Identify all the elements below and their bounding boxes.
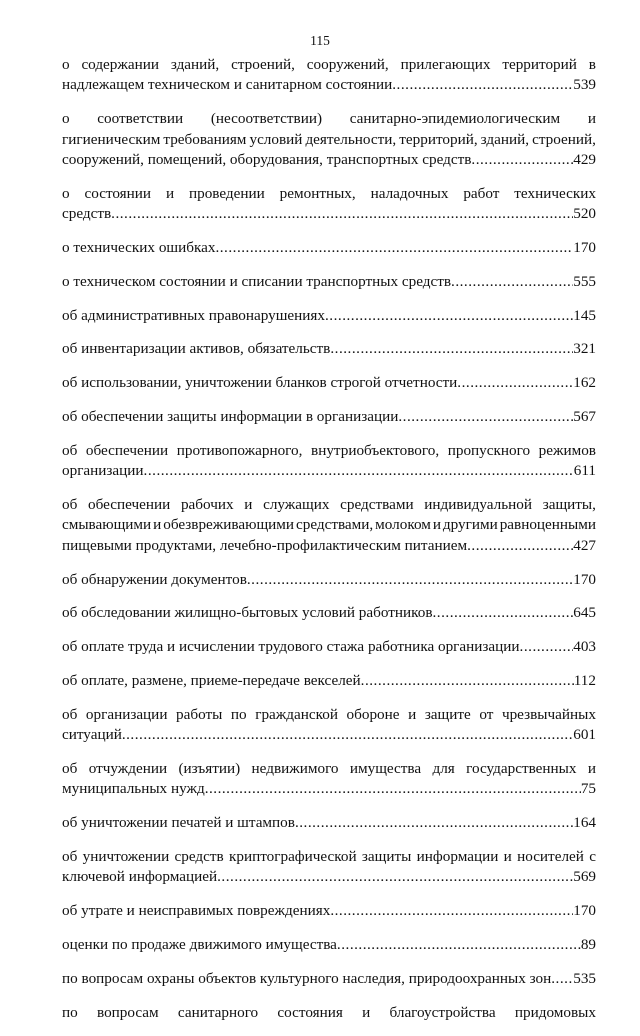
dot-leader [392,75,573,95]
entry-line [62,867,596,887]
entry-page-number: 645 [573,604,596,622]
dot-leader [111,204,573,224]
entry-page-number: 170 [573,570,596,588]
page-number: 115 [310,33,330,48]
entry-line: об обеспечении противопожарного, внутриобъектового, пропускного режимов [62,441,596,459]
dot-leader [122,725,573,745]
dot-leader [205,779,581,799]
entry-text: организации [62,462,144,480]
entry-text: об оплате труда и исчислении трудового стажа работника организации [62,638,520,656]
entry-page-number: 520 [573,205,596,223]
entry-text: об обеспечении защиты информации в организации [62,408,399,425]
entry-text: об обследовании жилищно-бытовых условий работников [62,604,433,622]
entry-text: об административных правонарушениях [62,306,325,324]
entry-line [62,306,596,326]
entry-line [62,373,596,393]
dot-leader [337,935,581,955]
entry-text: об использовании, уничтожении бланков строгой отчетности [62,374,458,392]
entry-line [62,637,596,657]
index-entry [62,238,596,258]
dot-leader [144,461,574,481]
entry-line [62,570,596,590]
index-entry [62,109,596,170]
dot-leader [520,637,574,657]
entry-line [62,671,596,691]
entry-line [62,272,596,292]
index-entry [62,705,596,746]
entry-text: средств [62,205,112,223]
entry-page-number: 162 [573,374,596,392]
dot-leader [361,671,574,691]
entry-page-number: 321 [573,340,596,358]
index-entry [62,570,596,590]
entry-page-number: 75 [580,780,596,798]
entry-line [62,407,596,427]
entry-text: по вопросам охраны объектов культурного наследия, природоохранных зон [62,969,552,987]
dot-leader [330,901,573,921]
entry-line [62,75,596,95]
entry-page-number: 170 [573,902,596,920]
entry-page-number: 569 [573,868,596,886]
entry-page-number: 89 [580,936,596,953]
entry-text: о техническом состоянии и списании транспортных средств [62,272,452,290]
entry-page-number: 429 [573,151,596,169]
dot-leader [451,272,573,292]
entry-text: пищевыми продуктами, лечебно-профилактическим питанием [62,536,468,554]
entry-line: об обеспечении рабочих и служащих средствами индивидуальной защиты, [62,496,596,513]
entry-line [62,204,596,224]
index-entry [62,55,596,96]
entry-line: о содержании зданий, строений, сооружений, прилегающих территорий в [62,56,596,73]
dot-leader [325,306,573,326]
entry-line [62,725,596,745]
entry-line [62,339,596,359]
index-entry [62,901,596,921]
dot-leader [247,570,573,590]
entry-text: об уничтожении печатей и штампов [62,814,295,832]
index-list [62,55,596,1036]
entry-page-number: 601 [573,726,596,744]
entry-page-number: 112 [573,672,596,689]
entry-text: ключевой информацией [62,868,218,886]
entry-page-number: 567 [573,408,596,425]
entry-text: об оплате, размене, приеме-передаче векселей [62,672,361,689]
index-entry [62,813,596,833]
entry-text: надлежащем техническом и санитарном состоянии [62,76,393,94]
index-entry [62,671,596,691]
dot-leader [551,969,573,989]
entry-line: гигиеническим требованиям условий деятельности, территорий, зданий, строений, [62,130,596,148]
entry-page-number: 611 [573,462,596,480]
entry-text: ситуаций [62,726,122,744]
entry-line: об уничтожении средств криптографической защиты информации и носителей с [62,848,596,865]
entry-line [62,969,596,989]
dot-leader [215,238,573,258]
dot-leader [398,407,573,427]
index-entry [62,637,596,657]
index-entry [62,935,596,955]
entry-text: муниципальных нужд [62,780,205,798]
dot-leader [217,867,573,887]
index-entry [62,373,596,393]
entry-line [62,238,596,258]
entry-line [62,813,596,833]
index-entry [62,407,596,427]
entry-text: сооружений, помещений, оборудования, транспортных средств [62,151,472,169]
entry-line [62,150,596,170]
dot-leader [330,339,573,359]
entry-line [62,536,596,556]
dot-leader [457,373,573,393]
entry-page-number: 164 [573,814,596,832]
entry-page-number: 145 [573,306,596,324]
index-entry [62,603,596,623]
index-entry [62,272,596,292]
dot-leader [433,603,574,623]
entry-text: оценки по продаже движимого имущества [62,936,337,953]
index-entry [62,495,596,556]
entry-line [62,603,596,623]
entry-page-number: 427 [573,536,596,554]
entry-line: смывающими и обезвреживающими средствами, молоком и другими равноценными [62,516,596,534]
entry-line: об организации работы по гражданской обороне и защите от чрезвычайных [62,705,596,723]
index-entry [62,441,596,482]
index-entry [62,969,596,989]
index-entry [62,306,596,326]
index-entry [62,847,596,888]
index-entry [62,184,596,225]
entry-line: о состоянии и проведении ремонтных, наладочных работ технических [62,184,596,202]
entry-line [62,779,596,799]
entry-page-number: 539 [573,76,596,94]
entry-text: об утрате и неисправимых повреждениях [62,902,331,920]
dot-leader [295,813,573,833]
index-entry [62,759,596,800]
entry-line: об отчуждении (изъятии) недвижимого имущества для государственных и [62,760,596,777]
entry-text: о технических ошибках [62,239,216,257]
entry-page-number: 555 [573,272,596,290]
entry-line: о соответствии (несоответствии) санитарно-эпидемиологическим и [62,110,596,128]
index-entry [62,339,596,359]
entry-page-number: 170 [573,239,596,257]
dot-leader [471,150,573,170]
index-entry [62,1003,596,1023]
entry-text: об инвентаризации активов, обязательств [62,340,331,358]
entry-line [62,935,596,955]
entry-page-number: 535 [573,969,596,987]
entry-page-number: 403 [573,638,596,656]
entry-line: по вопросам санитарного состояния и благоустройства придомовых [62,1003,596,1021]
dot-leader [467,536,573,556]
entry-line [62,901,596,921]
entry-text: об обнаружении документов [62,570,247,588]
entry-line [62,461,596,481]
